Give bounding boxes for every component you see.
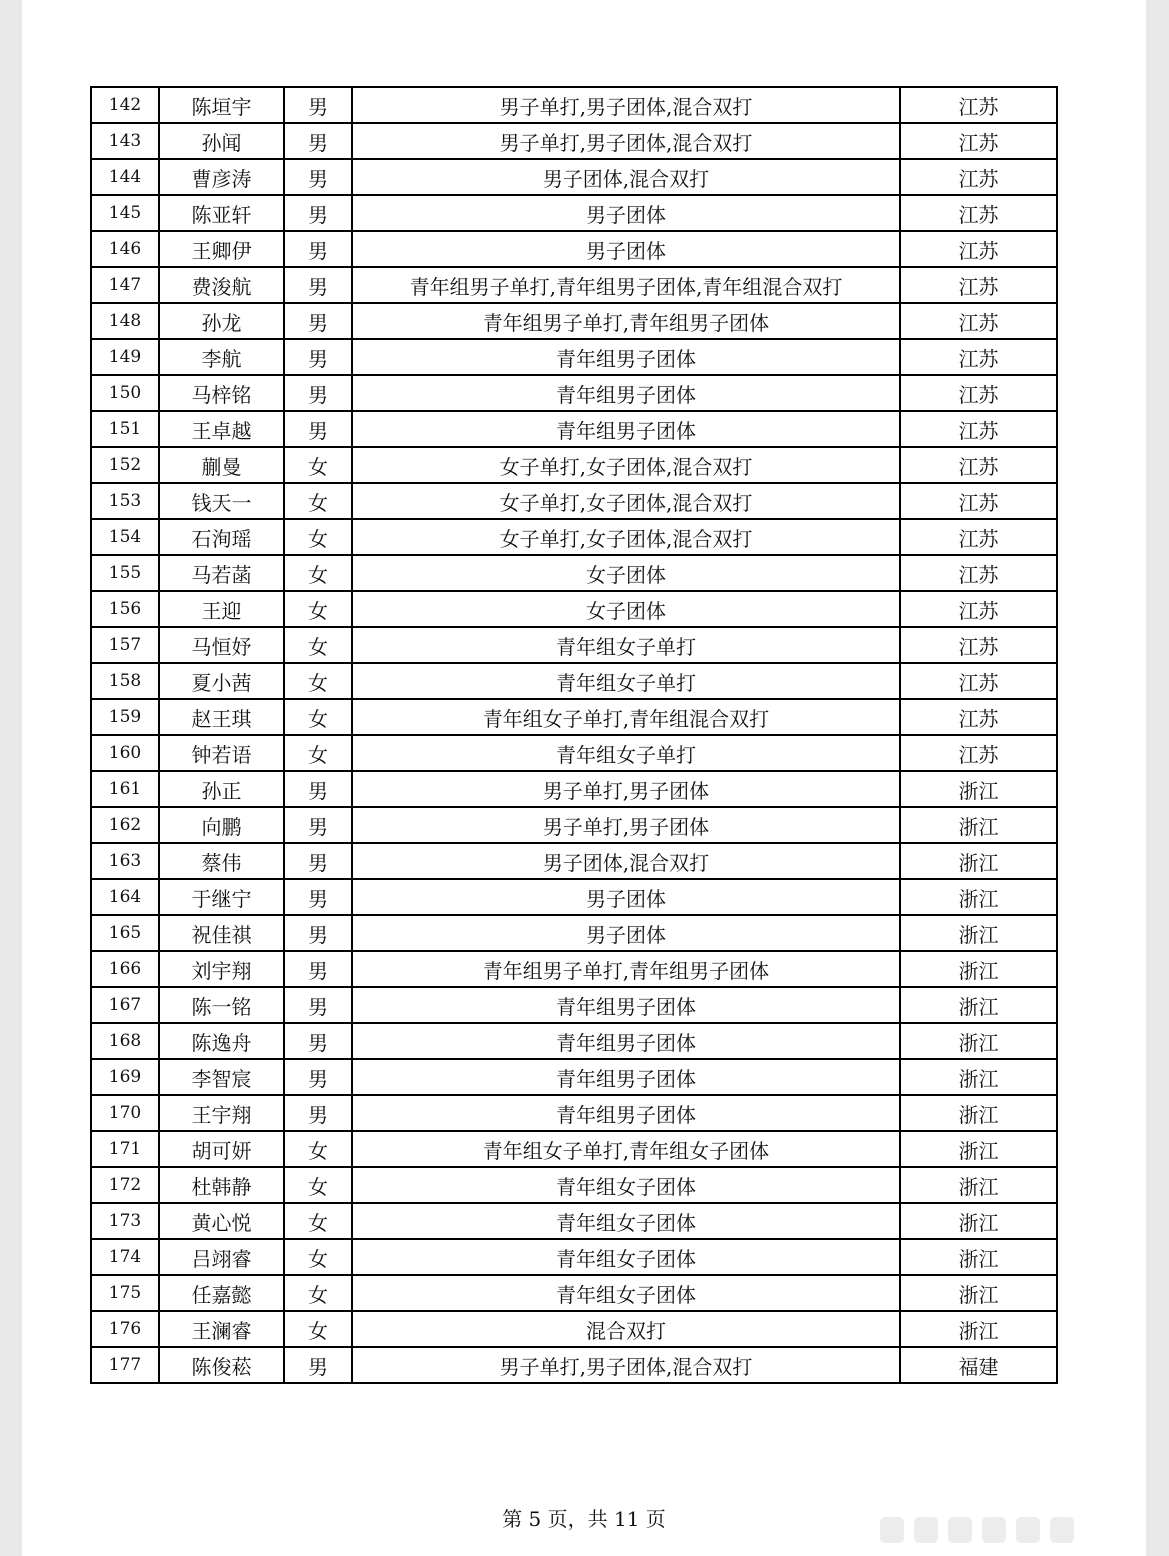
athlete-name: 黄心悦 xyxy=(159,1203,284,1239)
row-number: 168 xyxy=(91,1023,159,1059)
row-number: 149 xyxy=(91,339,159,375)
row-number: 165 xyxy=(91,915,159,951)
athlete-gender: 女 xyxy=(284,1239,352,1275)
row-number: 157 xyxy=(91,627,159,663)
athlete-province: 江苏 xyxy=(900,519,1057,555)
row-number: 172 xyxy=(91,1167,159,1203)
scroll-segment[interactable] xyxy=(914,1517,938,1543)
athlete-events: 青年组男子团体 xyxy=(352,339,900,375)
row-number: 164 xyxy=(91,879,159,915)
row-number: 166 xyxy=(91,951,159,987)
athlete-events: 青年组女子单打 xyxy=(352,627,900,663)
athlete-gender: 男 xyxy=(284,987,352,1023)
athlete-name: 刘宇翔 xyxy=(159,951,284,987)
table-row xyxy=(91,339,1057,375)
row-number: 150 xyxy=(91,375,159,411)
athlete-gender: 男 xyxy=(284,339,352,375)
athlete-events: 男子单打,男子团体 xyxy=(352,771,900,807)
athlete-gender: 男 xyxy=(284,951,352,987)
athlete-events: 男子单打,男子团体 xyxy=(352,807,900,843)
athlete-events: 男子单打,男子团体,混合双打 xyxy=(352,87,900,123)
table-row xyxy=(91,1347,1057,1383)
table-row xyxy=(91,1023,1057,1059)
athlete-province: 福建 xyxy=(900,1347,1057,1383)
athlete-province: 江苏 xyxy=(900,447,1057,483)
athlete-events: 青年组男子团体 xyxy=(352,375,900,411)
athlete-gender: 男 xyxy=(284,267,352,303)
row-number: 147 xyxy=(91,267,159,303)
table-row xyxy=(91,483,1057,519)
roster-body xyxy=(91,87,1057,1383)
athlete-events: 青年组男子团体 xyxy=(352,1059,900,1095)
athlete-province: 浙江 xyxy=(900,1167,1057,1203)
athlete-name: 王迎 xyxy=(159,591,284,627)
athlete-events: 男子团体,混合双打 xyxy=(352,159,900,195)
athlete-gender: 女 xyxy=(284,1131,352,1167)
athlete-province: 浙江 xyxy=(900,951,1057,987)
row-number: 163 xyxy=(91,843,159,879)
athlete-name: 蒯曼 xyxy=(159,447,284,483)
table-row xyxy=(91,771,1057,807)
athlete-name: 王卓越 xyxy=(159,411,284,447)
table-row xyxy=(91,879,1057,915)
athlete-province: 浙江 xyxy=(900,1203,1057,1239)
page-number-footer: 第 5 页，共 11 页 xyxy=(502,1507,666,1531)
table-row xyxy=(91,915,1057,951)
athlete-gender: 女 xyxy=(284,699,352,735)
table-row xyxy=(91,1203,1057,1239)
athlete-province: 浙江 xyxy=(900,1023,1057,1059)
athlete-gender: 男 xyxy=(284,123,352,159)
row-number: 156 xyxy=(91,591,159,627)
table-row xyxy=(91,1095,1057,1131)
row-number: 154 xyxy=(91,519,159,555)
athlete-name: 马梓铭 xyxy=(159,375,284,411)
athlete-province: 浙江 xyxy=(900,1131,1057,1167)
athlete-events: 男子团体 xyxy=(352,195,900,231)
table-row xyxy=(91,267,1057,303)
athlete-province: 江苏 xyxy=(900,123,1057,159)
table-row xyxy=(91,663,1057,699)
athlete-events: 男子团体 xyxy=(352,231,900,267)
table-row xyxy=(91,1059,1057,1095)
athlete-events: 青年组女子单打,青年组混合双打 xyxy=(352,699,900,735)
row-number: 162 xyxy=(91,807,159,843)
table-row xyxy=(91,87,1057,123)
athlete-name: 向鹏 xyxy=(159,807,284,843)
athlete-name: 陈逸舟 xyxy=(159,1023,284,1059)
table-row xyxy=(91,699,1057,735)
athlete-province: 浙江 xyxy=(900,1095,1057,1131)
row-number: 145 xyxy=(91,195,159,231)
athlete-gender: 男 xyxy=(284,1095,352,1131)
table-row xyxy=(91,1311,1057,1347)
athlete-province: 江苏 xyxy=(900,483,1057,519)
athlete-gender: 女 xyxy=(284,555,352,591)
athlete-province: 江苏 xyxy=(900,231,1057,267)
athlete-name: 钱天一 xyxy=(159,483,284,519)
athlete-events: 女子团体 xyxy=(352,555,900,591)
athlete-events: 男子团体 xyxy=(352,879,900,915)
athlete-province: 江苏 xyxy=(900,159,1057,195)
row-number: 158 xyxy=(91,663,159,699)
athlete-province: 江苏 xyxy=(900,699,1057,735)
row-number: 175 xyxy=(91,1275,159,1311)
athlete-events: 女子团体 xyxy=(352,591,900,627)
athlete-province: 江苏 xyxy=(900,627,1057,663)
athlete-province: 江苏 xyxy=(900,267,1057,303)
athlete-events: 男子团体 xyxy=(352,915,900,951)
athlete-events: 青年组女子团体 xyxy=(352,1239,900,1275)
athlete-events: 青年组男子单打,青年组男子团体 xyxy=(352,303,900,339)
athlete-name: 祝佳祺 xyxy=(159,915,284,951)
athlete-events: 男子单打,男子团体,混合双打 xyxy=(352,123,900,159)
scroll-segment[interactable] xyxy=(880,1517,904,1543)
athlete-province: 江苏 xyxy=(900,195,1057,231)
athlete-events: 男子单打,男子团体,混合双打 xyxy=(352,1347,900,1383)
athlete-name: 费浚航 xyxy=(159,267,284,303)
athlete-gender: 男 xyxy=(284,375,352,411)
athlete-gender: 男 xyxy=(284,231,352,267)
athlete-gender: 女 xyxy=(284,1203,352,1239)
athlete-gender: 男 xyxy=(284,195,352,231)
athlete-name: 孙龙 xyxy=(159,303,284,339)
athlete-gender: 女 xyxy=(284,447,352,483)
athlete-name: 李智宸 xyxy=(159,1059,284,1095)
athlete-name: 胡可妍 xyxy=(159,1131,284,1167)
row-number: 161 xyxy=(91,771,159,807)
table-row xyxy=(91,735,1057,771)
row-number: 170 xyxy=(91,1095,159,1131)
athlete-events: 青年组女子团体 xyxy=(352,1203,900,1239)
document-page xyxy=(22,0,1146,1556)
athlete-gender: 男 xyxy=(284,843,352,879)
athlete-name: 陈一铭 xyxy=(159,987,284,1023)
athlete-gender: 男 xyxy=(284,159,352,195)
athlete-gender: 男 xyxy=(284,411,352,447)
scroll-segment[interactable] xyxy=(1016,1517,1040,1543)
athlete-gender: 男 xyxy=(284,771,352,807)
athlete-name: 王宇翔 xyxy=(159,1095,284,1131)
athlete-province: 浙江 xyxy=(900,1311,1057,1347)
athlete-events: 青年组女子单打 xyxy=(352,663,900,699)
athlete-name: 夏小茜 xyxy=(159,663,284,699)
athlete-province: 浙江 xyxy=(900,807,1057,843)
table-row xyxy=(91,123,1057,159)
athlete-province: 浙江 xyxy=(900,1275,1057,1311)
athlete-name: 陈俊菘 xyxy=(159,1347,284,1383)
athlete-events: 青年组男子单打,青年组男子团体 xyxy=(352,951,900,987)
athlete-events: 女子单打,女子团体,混合双打 xyxy=(352,447,900,483)
table-row xyxy=(91,1167,1057,1203)
row-number: 169 xyxy=(91,1059,159,1095)
row-number: 159 xyxy=(91,699,159,735)
row-number: 167 xyxy=(91,987,159,1023)
page-scroll-indicator[interactable] xyxy=(880,1517,1080,1543)
athlete-events: 青年组男子单打,青年组男子团体,青年组混合双打 xyxy=(352,267,900,303)
athlete-events: 男子团体,混合双打 xyxy=(352,843,900,879)
athlete-name: 蔡伟 xyxy=(159,843,284,879)
scroll-segment[interactable] xyxy=(1050,1517,1074,1543)
athlete-events: 青年组女子单打,青年组女子团体 xyxy=(352,1131,900,1167)
athlete-gender: 男 xyxy=(284,87,352,123)
athlete-events: 青年组男子团体 xyxy=(352,1095,900,1131)
table-row xyxy=(91,555,1057,591)
table-row xyxy=(91,159,1057,195)
athlete-gender: 女 xyxy=(284,519,352,555)
athlete-gender: 女 xyxy=(284,1311,352,1347)
row-number: 148 xyxy=(91,303,159,339)
athlete-roster-table xyxy=(90,86,1058,1384)
athlete-name: 赵王琪 xyxy=(159,699,284,735)
athlete-gender: 女 xyxy=(284,627,352,663)
table-row xyxy=(91,807,1057,843)
row-number: 176 xyxy=(91,1311,159,1347)
table-row xyxy=(91,375,1057,411)
athlete-name: 石洵瑶 xyxy=(159,519,284,555)
athlete-gender: 女 xyxy=(284,1167,352,1203)
table-row xyxy=(91,1239,1057,1275)
table-row xyxy=(91,519,1057,555)
athlete-province: 浙江 xyxy=(900,843,1057,879)
scroll-segment[interactable] xyxy=(948,1517,972,1543)
athlete-province: 江苏 xyxy=(900,735,1057,771)
athlete-events: 青年组男子团体 xyxy=(352,411,900,447)
athlete-province: 江苏 xyxy=(900,591,1057,627)
athlete-name: 杜韩静 xyxy=(159,1167,284,1203)
athlete-name: 李航 xyxy=(159,339,284,375)
athlete-name: 马若菡 xyxy=(159,555,284,591)
athlete-name: 钟若语 xyxy=(159,735,284,771)
row-number: 151 xyxy=(91,411,159,447)
row-number: 142 xyxy=(91,87,159,123)
table-row xyxy=(91,1275,1057,1311)
athlete-name: 吕翊睿 xyxy=(159,1239,284,1275)
athlete-gender: 女 xyxy=(284,483,352,519)
athlete-events: 女子单打,女子团体,混合双打 xyxy=(352,519,900,555)
athlete-province: 浙江 xyxy=(900,1239,1057,1275)
athlete-events: 青年组女子团体 xyxy=(352,1275,900,1311)
table-row xyxy=(91,447,1057,483)
athlete-province: 浙江 xyxy=(900,915,1057,951)
athlete-name: 马恒妤 xyxy=(159,627,284,663)
athlete-gender: 男 xyxy=(284,915,352,951)
table-row xyxy=(91,1131,1057,1167)
athlete-province: 浙江 xyxy=(900,987,1057,1023)
athlete-province: 江苏 xyxy=(900,339,1057,375)
athlete-events: 青年组男子团体 xyxy=(352,1023,900,1059)
athlete-province: 江苏 xyxy=(900,87,1057,123)
athlete-province: 江苏 xyxy=(900,555,1057,591)
athlete-gender: 男 xyxy=(284,303,352,339)
athlete-gender: 男 xyxy=(284,1023,352,1059)
athlete-gender: 女 xyxy=(284,735,352,771)
table-row xyxy=(91,231,1057,267)
athlete-events: 女子单打,女子团体,混合双打 xyxy=(352,483,900,519)
athlete-name: 任嘉懿 xyxy=(159,1275,284,1311)
row-number: 171 xyxy=(91,1131,159,1167)
table-row xyxy=(91,411,1057,447)
row-number: 152 xyxy=(91,447,159,483)
row-number: 177 xyxy=(91,1347,159,1383)
athlete-name: 曹彦涛 xyxy=(159,159,284,195)
row-number: 173 xyxy=(91,1203,159,1239)
table-row xyxy=(91,195,1057,231)
table-row xyxy=(91,303,1057,339)
athlete-gender: 女 xyxy=(284,663,352,699)
athlete-province: 浙江 xyxy=(900,771,1057,807)
table-row xyxy=(91,951,1057,987)
athlete-gender: 女 xyxy=(284,1275,352,1311)
row-number: 143 xyxy=(91,123,159,159)
athlete-events: 青年组男子团体 xyxy=(352,987,900,1023)
athlete-name: 孙闻 xyxy=(159,123,284,159)
athlete-events: 混合双打 xyxy=(352,1311,900,1347)
row-number: 155 xyxy=(91,555,159,591)
athlete-name: 王卿伊 xyxy=(159,231,284,267)
athlete-province: 江苏 xyxy=(900,375,1057,411)
athlete-name: 于继宁 xyxy=(159,879,284,915)
athlete-events: 青年组女子单打 xyxy=(352,735,900,771)
row-number: 153 xyxy=(91,483,159,519)
athlete-province: 浙江 xyxy=(900,879,1057,915)
row-number: 160 xyxy=(91,735,159,771)
row-number: 174 xyxy=(91,1239,159,1275)
table-row xyxy=(91,591,1057,627)
table-row xyxy=(91,627,1057,663)
athlete-name: 王澜睿 xyxy=(159,1311,284,1347)
row-number: 146 xyxy=(91,231,159,267)
athlete-province: 江苏 xyxy=(900,411,1057,447)
athlete-gender: 男 xyxy=(284,1347,352,1383)
athlete-province: 江苏 xyxy=(900,303,1057,339)
athlete-name: 孙正 xyxy=(159,771,284,807)
athlete-gender: 女 xyxy=(284,591,352,627)
athlete-province: 浙江 xyxy=(900,1059,1057,1095)
athlete-gender: 男 xyxy=(284,879,352,915)
row-number: 144 xyxy=(91,159,159,195)
athlete-gender: 男 xyxy=(284,1059,352,1095)
athlete-name: 陈垣宇 xyxy=(159,87,284,123)
table-row xyxy=(91,987,1057,1023)
athlete-province: 江苏 xyxy=(900,663,1057,699)
scroll-segment[interactable] xyxy=(982,1517,1006,1543)
athlete-name: 陈亚轩 xyxy=(159,195,284,231)
athlete-gender: 男 xyxy=(284,807,352,843)
table-row xyxy=(91,843,1057,879)
athlete-events: 青年组女子团体 xyxy=(352,1167,900,1203)
